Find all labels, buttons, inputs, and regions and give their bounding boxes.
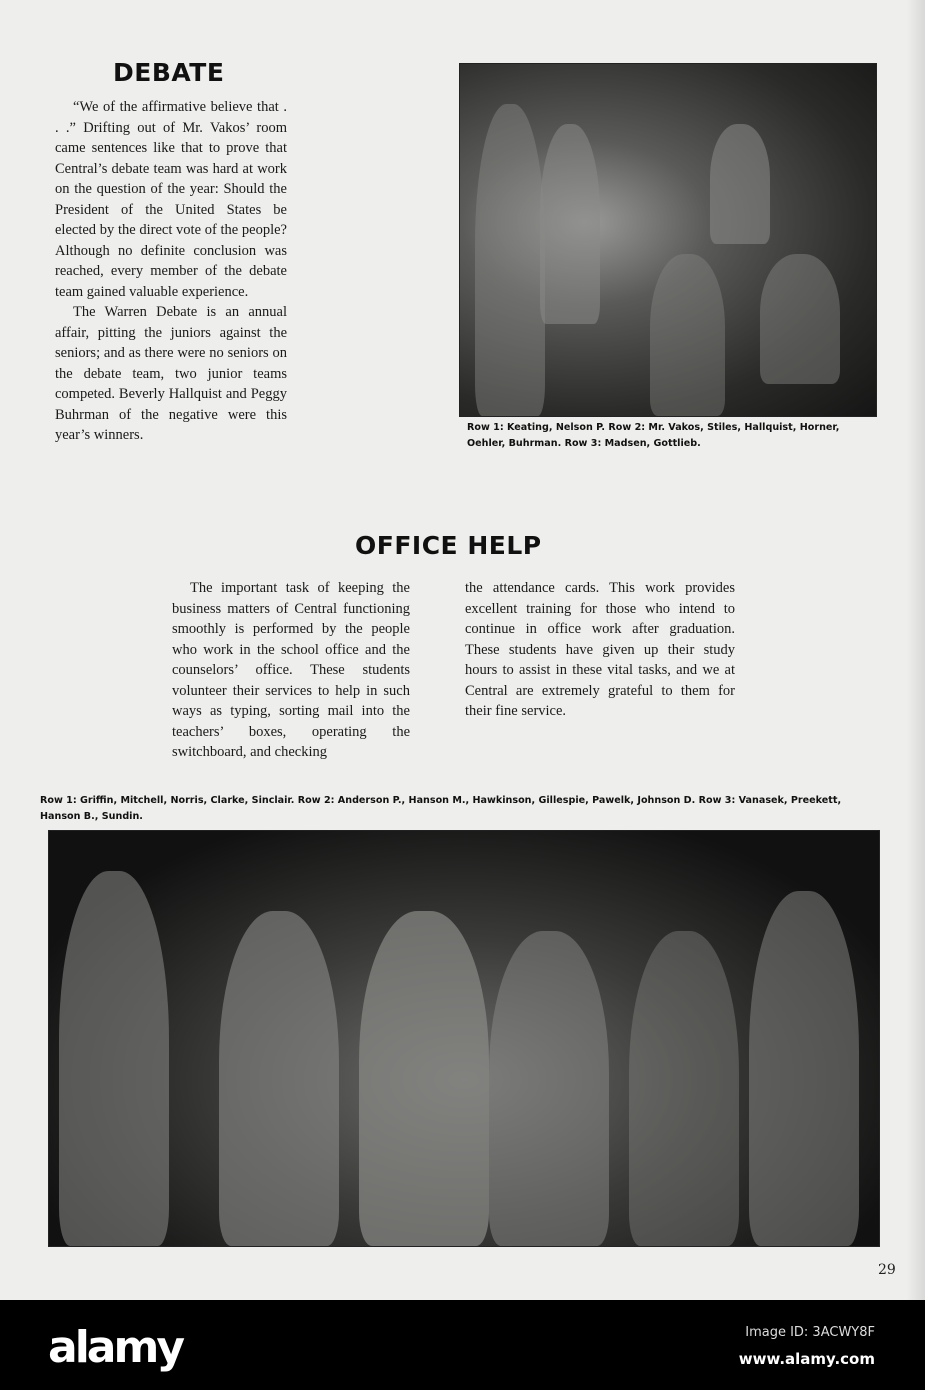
office-help-text-1: The important task of keeping the business matters of Central functioning smoothly is performed by the people who work in the school office and the counselors’ office. These students volunteer their services to help in such ways as typing, sorting mail into the teachers’ boxes, operating the switchboard, and checking <box>172 580 410 760</box>
office-help-photo-caption: Row 1: Griffin, Mitchell, Norris, Clarke, Sinclair. Row 2: Anderson P., Hanson M., Hawkinson, Gillespie, Pawelk, Johnson D. Row 3: Vanasek, Preekett, Hanson B., Sundin. <box>40 795 842 822</box>
debate-paragraph-1: “We of the affirmative believe that . . .” Drifting out of Mr. Vakos’ room came sentences like that to prove that Central’s debate team was hard at work on the question of the year: Should the President of the United States be elected by the direct vote of the people? Although no definite conclusion was reached, every member of the debate team gained valuable experience. <box>55 99 287 300</box>
watermark-url: www.alamy.com <box>738 1350 875 1368</box>
debate-text <box>55 97 287 446</box>
debate-photo-caption: Row 1: Keating, Nelson P. Row 2: Mr. Vakos, Stiles, Hallquist, Horner, Oehler, Buhrman. Row 3: Madsen, Gottlieb. <box>467 422 840 449</box>
debate-paragraph-2: The Warren Debate is an annual affair, pitting the juniors against the seniors; and as there were no seniors on the debate team, two junior teams competed. Beverly Hallquist and Peggy Buhrman of the negative were this year’s winners. <box>55 304 287 443</box>
office-help-heading: OFFICE HELP <box>355 531 542 560</box>
alamy-logo: alamy <box>48 1322 182 1373</box>
debate-team-photo <box>459 63 877 417</box>
page-number: 29 <box>878 1262 896 1278</box>
page-edge-shadow <box>907 0 925 1300</box>
office-help-column-1 <box>172 578 410 763</box>
office-help-text-2: the attendance cards. This work provides excellent training for those who intend to continue in office work after graduation. These students have given up their study hours to assist in these vital tasks, and we at Central are extremely grateful to them for their fine service. <box>465 580 735 719</box>
image-id: Image ID: 3ACWY8F <box>745 1325 875 1340</box>
debate-heading: DEBATE <box>113 58 225 87</box>
office-help-group-photo <box>48 830 880 1247</box>
office-help-column-2 <box>465 578 735 722</box>
